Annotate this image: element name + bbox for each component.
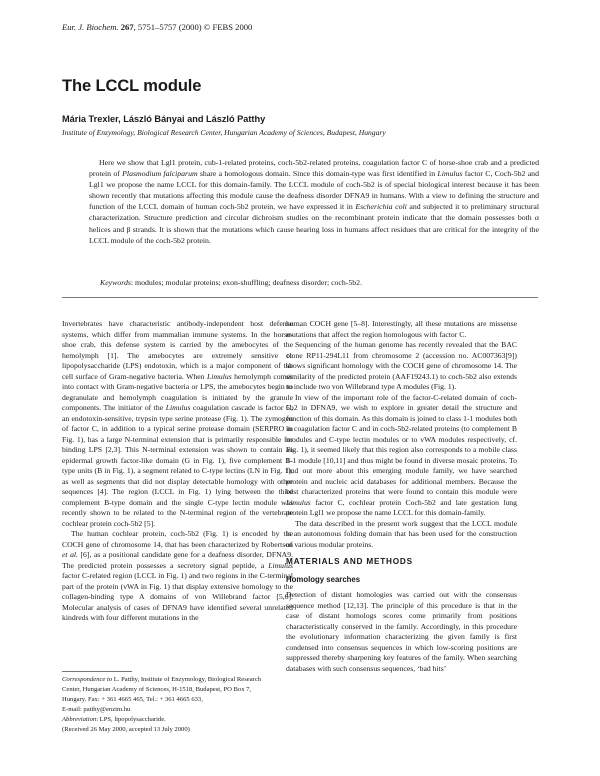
abstract — [89, 157, 539, 246]
body-paragraph: human COCH gene [5–8]. Interestingly, all these mutations are missense mutations that affect the region homologous with factor C. — [286, 319, 517, 339]
abstract-italic: Limulus — [437, 169, 463, 179]
abstract-text: and subjected it to preliminary structural characterization. Structure prediction and circular dichroism studies on the recombinant protein indicate that the domain possesses both α helices and β strands. It is shown that the mutations which cause hearing loss in humans affect residues that are critical for the integrity of the LCCL module of the coch-5b2 protein. — [89, 202, 539, 245]
abstract-text: Here we show that Lgl1 protein, cub-1-related proteins, coch-5b2-related proteins, coagulation factor C of horse-shoe crab and a predicted protein of — [89, 158, 539, 179]
section-heading: MATERIALS AND METHODS — [286, 557, 413, 566]
footnote-line: Center, Hungarian Academy of Sciences, H-1518, Budapest, PO Box 7, — [62, 686, 252, 693]
abstract-text: factor C, Coch-5b2 and Lgl1 we propose the name LCCL for this domain-family. The LCCL module of coch-5b2 is of special biological interest because it has been shown recently that mutations affecting this module cause the deafness disorder DFNA9 in humans. With a view to defining the structure and function of the LCCL domain of human coch-5b2 protein, we have expressed it in — [89, 169, 539, 212]
journal-header — [62, 22, 252, 32]
journal-name: Eur. J. Biochem. — [62, 22, 119, 32]
subsection-heading: Homology searches — [286, 574, 361, 584]
body-text: factor C-related region (LCCL in Fig. 1) and two regions in the C-terminal part of the protein (vWA in Fig. 1) that display extensive homology to the collagen-binding type A domains of von Willebrand factor [5,6]. Molecular analysis of cases of DFNA9 have identified several unrelated kindreds with four different mutations in the — [62, 571, 293, 622]
journal-pages-year: , 5751–5757 (2000) © FEBS 2000 — [133, 22, 253, 32]
body-italic: Limulus — [206, 371, 232, 381]
body-paragraph: Detection of distant homologies was carried out with the consensus sequence method [12,13]. The principle of this procedure is that in the case of distant homologs scores come primarily from positions characteristically conserved in the family. Accordingly, in this procedure the evolutionary information characterizing the given family is first condensed into consensus sequences in which low-scoring positions are suppressed thereby sharpening key features of the family. When searching databases with such consensus sequences, ‘bad hits’ — [286, 590, 517, 673]
footnote-text: : LPS, lipopolysaccharide. — [96, 716, 166, 723]
body-italic: Limulus — [286, 497, 311, 507]
body-text: In view of the important role of the factor-C-related domain of coch-5b2 in DFNA9, we wish to explore in greater detail the structure and function of this domain. As this domain is joined to class 1-1 modules both in coagulation factor C and in coch-5b2-related proteins (to complement B modules and C-type lectin modules or to vWA modules respectively, cf. Fig. 1), it seemed likely that this region also corresponds to a mobile class 1-1 module [10,11] and thus might be found in diverse mosaic proteins. To find out more about this emerging module family, we have searched protein and nucleic acid databases for additional members. Because the best characterized proteins that were found to contain this module were — [286, 392, 517, 496]
body-paragraph — [62, 319, 293, 529]
footnote-received: (Received 26 May 2000, accepted 13 July 2000) — [62, 726, 190, 733]
article-affiliation: Institute of Enzymology, Biological Research Center, Hungarian Academy of Sciences, Budapest, Hungary — [62, 128, 386, 137]
abstract-text: share a homologous domain. Since this domain-type was first identified in — [197, 169, 438, 179]
body-paragraph: Sequencing of the human genome has recently revealed that the BAC clone RP11-294L11 from chromosome 2 (accession no. AC007363[9]) shows significant homology with the COCH gene of chromosome 14. The similarity of the predicted protein (AAF19243.1) to coch-5b2 also extends to include two von Willebrand type A modules (Fig. 1). — [286, 340, 517, 391]
body-text: coagulation cascade is factor C, an endotoxin-sensitive, trypsin type serine protease (Fig. 1). The zymogen of factor C, in addition to a typical serine protease domain (SERPRO in Fig. 1), has a large N-terminal extension that is primarily responsible for binding LPS [2,3]. This N-terminal extension was shown to contain an epidermal growth factor-like domain (G in Fig. 1), five complement B-type units (B in Fig. 1), a segment related to C-type lectins (LN in Fig. 1), as well as segments that did not display detectable homology with other sequences [4]. The region (LCCL in Fig. 1) lying between the third complement B-type domain and the single C-type lectin module was recently shown to be related to the N-terminal region of the vertebrate cochlear protein coch-5b2 [5]. — [62, 403, 293, 528]
keywords-text: : modules; modular proteins; exon-shuffling; deafness disorder; coch-5b2. — [130, 278, 363, 287]
left-column — [62, 319, 293, 624]
body-italic: Limulus — [165, 403, 191, 412]
abstract-italic: Plasmodium falciparum — [122, 169, 198, 179]
footnote-abbreviation — [62, 715, 293, 725]
body-italic: et al. — [62, 550, 78, 559]
keywords-label: Keywords — [100, 278, 131, 287]
footnote-label: Correspondence to — [62, 676, 113, 683]
article-title: The LCCL module — [62, 77, 202, 95]
article-authors: Mária Trexler, László Bányai and László Patthy — [62, 114, 266, 124]
body-text: The human cochlear protein, coch-5b2 (Fig. 1) is encoded by the COCH gene of chromosome 14, that has been characterized by Robertson — [62, 529, 293, 549]
footnote-text: L. Patthy, Institute of Enzymology, Biological Research — [112, 676, 262, 683]
keywords — [100, 278, 362, 287]
body-paragraph — [286, 393, 517, 519]
body-text: Invertebrates have characteristic antibody-independent host defense systems, which differ from mammalian immune systems. In the horse-shoe crab, this defense system is carried by the amebocytes of the hemolymph [1]. The amebocytes are extremely sensitive to lipopolysaccharide (LPS) endotoxin, which is a major component of the cell surface of Gram-negative bacteria. When — [62, 319, 293, 381]
footnote-label: Abbreviation — [62, 716, 97, 723]
section-divider — [62, 297, 538, 298]
footnote-correspondence — [62, 675, 293, 685]
footnote-divider — [62, 671, 132, 672]
body-italic: Limulus — [268, 560, 293, 570]
body-paragraph: The data described in the present work suggest that the LCCL module is an autonomous folding domain that has been used for the construction of various modular proteins. — [286, 518, 517, 549]
right-column — [286, 319, 517, 674]
body-text: factor C, cochlear protein Coch-5b2 and late gestation lung protein Lgl1 we propose the name LCCL for this domain-family. — [286, 497, 517, 517]
footnote-email: E-mail: patthy@enzim.hu — [62, 706, 131, 713]
journal-volume: 267 — [120, 22, 134, 32]
body-text: hemolymph comes into contact with Gram-negative bacteria or LPS, the amebocytes begin to degranulate and hemolymph coagulation is initiated by the granule components. The initiator of the — [62, 371, 293, 412]
footnote-line: Hungary. Fax: + 361 4665 465, Tel.: + 361 4665 633, — [62, 696, 203, 703]
body-text: [6], as a positional candidate gene for a deafness disorder, DFNA9. The predicted protein possesses a secretory signal peptide, a — [62, 550, 293, 570]
footnotes — [62, 675, 293, 735]
body-paragraph — [62, 529, 293, 624]
abstract-italic: Escherichia coli — [355, 202, 407, 212]
